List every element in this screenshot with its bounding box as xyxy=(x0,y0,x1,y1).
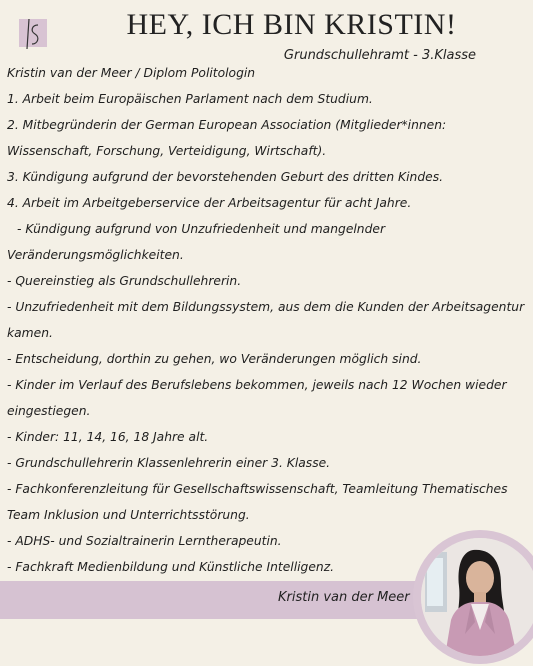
portrait-photo xyxy=(421,538,533,656)
footer-name: Kristin van der Meer xyxy=(278,590,410,605)
bio-line: - Quereinstieg als Grundschullehrerin. xyxy=(7,274,242,288)
bio-line: - ADHS- und Sozialtrainerin Lerntherapeutin. xyxy=(7,534,282,548)
bio-line: Kristin van der Meer / Diplom Politologin xyxy=(7,66,256,80)
bio-line: 2. Mitbegründerin der German European Association (Mitglieder*innen: xyxy=(7,118,447,132)
bio-line: 4. Arbeit im Arbeitgeberservice der Arbeitsagentur für acht Jahre. xyxy=(7,196,412,210)
bio-line: - Kinder im Verlauf des Berufslebens bekommen, jeweils nach 12 Wochen wieder xyxy=(7,378,507,392)
page-subtitle: Grundschullehramt - 3.Klasse xyxy=(283,48,476,63)
bio-line: - Kinder: 11, 14, 16, 18 Jahre alt. xyxy=(7,430,209,444)
bio-line: - Grundschullehrerin Klassenlehrerin einer 3. Klasse. xyxy=(7,456,331,470)
bio-line: Veränderungsmöglichkeiten. xyxy=(7,248,184,262)
bio-line: Team Inklusion und Unterrichtsstörung. xyxy=(7,508,250,522)
bio-line: eingestiegen. xyxy=(7,404,91,418)
bio-line: - Fachkonferenzleitung für Gesellschaftswissenschaft, Teamleitung Thematisches xyxy=(7,482,508,496)
bio-line: - Kündigung aufgrund von Unzufriedenheit und mangelnder xyxy=(17,222,386,236)
bio-line: kamen. xyxy=(7,326,53,340)
page-title: HEY, ICH BIN KRISTIN! xyxy=(126,8,457,41)
bio-line: 1. Arbeit beim Europäischen Parlament nach dem Studium. xyxy=(7,92,373,106)
bio-text xyxy=(7,60,527,580)
bio-line: - Unzufriedenheit mit dem Bildungssystem, aus dem die Kunden der Arbeitsagentur xyxy=(7,300,525,314)
bio-line: Wissenschaft, Forschung, Verteidigung, Wirtschaft). xyxy=(7,144,327,158)
bio-line: 3. Kündigung aufgrund der bevorstehenden Geburt des dritten Kindes. xyxy=(7,170,444,184)
bio-line: - Fachkraft Medienbildung und Künstliche Intelligenz. xyxy=(7,560,335,574)
portrait-illustration xyxy=(421,538,533,656)
bio-line: - Entscheidung, dorthin zu gehen, wo Veränderungen möglich sind. xyxy=(7,352,422,366)
